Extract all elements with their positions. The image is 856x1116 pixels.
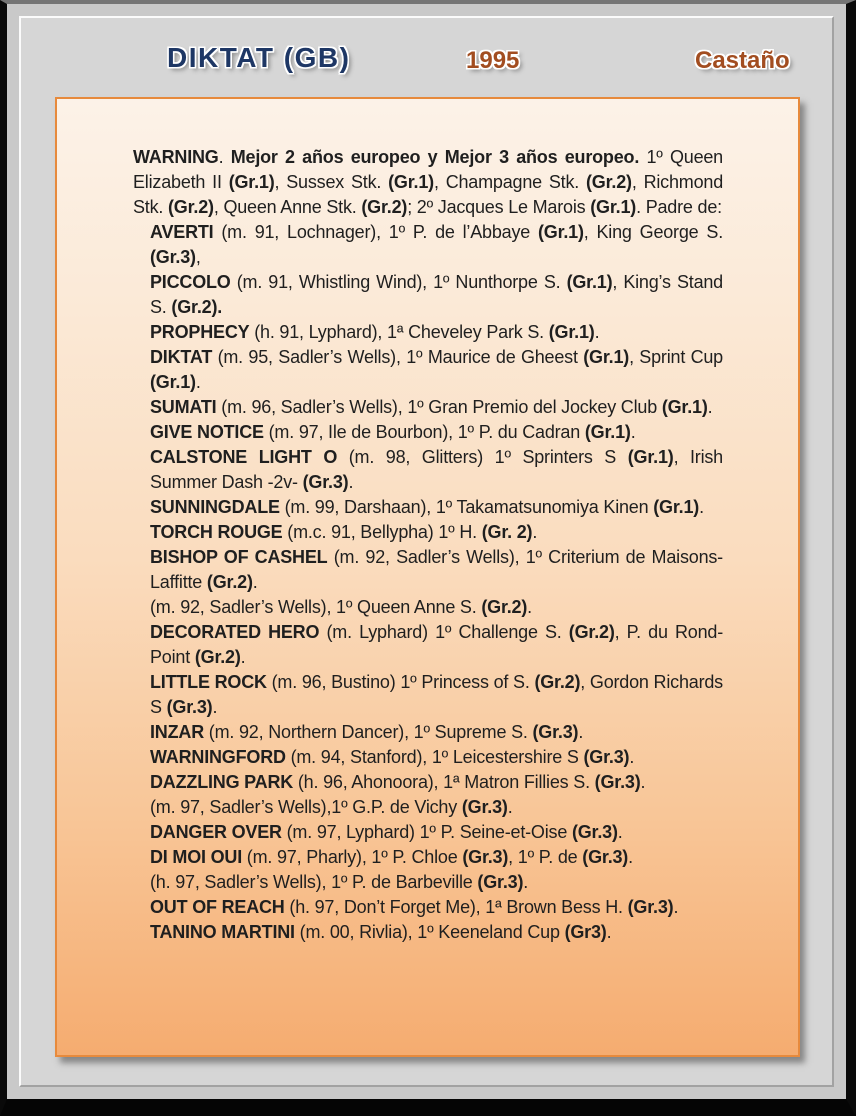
plain-text: . xyxy=(240,647,246,667)
bold-text: TORCH ROUGE xyxy=(150,522,283,542)
pedigree-entry xyxy=(150,595,723,620)
bold-text: (Gr.3) xyxy=(594,772,641,792)
plain-text: , Irish Summer Dash -2v- xyxy=(150,447,723,492)
plain-text: . xyxy=(252,572,258,592)
pedigree-entry xyxy=(150,820,723,845)
plain-text: , King George S. xyxy=(583,222,723,242)
bold-text: TANINO MARTINI xyxy=(150,922,295,942)
bold-text: (Gr.3) xyxy=(166,697,213,717)
pedigree-entry xyxy=(150,745,723,770)
bold-text: GIVE NOTICE xyxy=(150,422,264,442)
bold-text: (Gr.3) xyxy=(627,897,674,917)
bold-text: SUNNINGDALE xyxy=(150,497,280,517)
plain-text: (m. Lyphard) 1º Challenge S. xyxy=(319,622,569,642)
bold-text: (Gr.3) xyxy=(477,872,524,892)
bold-text: (Gr.1) xyxy=(584,422,631,442)
bold-text: DI MOI OUI xyxy=(150,847,242,867)
bold-text: (Gr.2) xyxy=(194,647,241,667)
plain-text: . xyxy=(630,422,636,442)
plain-text: . xyxy=(699,497,704,517)
bold-text: (Gr.3) xyxy=(571,822,618,842)
bold-text: (Gr.1) xyxy=(228,172,275,192)
pedigree-entry xyxy=(150,495,723,520)
bold-text: (Gr.1) xyxy=(661,397,708,417)
plain-text: (m.c. 91, Bellypha) 1º H. xyxy=(282,522,482,542)
plain-text: . xyxy=(594,322,600,342)
plain-text: . xyxy=(532,522,538,542)
horse-name: DIKTAT (GB) xyxy=(167,42,351,73)
bold-text: (Gr3) xyxy=(564,922,607,942)
bold-text: (Gr.3) xyxy=(150,247,196,267)
pedigree-entry xyxy=(150,720,723,745)
bold-text: (Gr.1) xyxy=(548,322,595,342)
pedigree-entry xyxy=(150,420,723,445)
bold-text: PICCOLO xyxy=(150,272,231,292)
pedigree-entry xyxy=(150,520,723,545)
lead-paragraph xyxy=(133,145,723,220)
plain-text: , Sussex Stk. xyxy=(274,172,389,192)
bold-text: WARNINGFORD xyxy=(150,747,286,767)
pedigree-entry xyxy=(150,395,723,420)
bold-text: (Gr.2) xyxy=(206,572,253,592)
bold-text: (Gr.3) xyxy=(462,847,509,867)
bold-text: (Gr.3) xyxy=(583,747,630,767)
bold-text: (Gr.2) xyxy=(168,197,214,217)
plain-text: . xyxy=(527,597,532,617)
plain-text: . xyxy=(640,772,646,792)
plain-text: (m. 94, Stanford), 1º Leicestershire S xyxy=(285,747,584,767)
bold-text: PROPHECY xyxy=(150,322,250,342)
pedigree-entry xyxy=(150,670,723,720)
plain-text: (h. 96, Ahonoora), 1ª Matron Fillies S. xyxy=(293,772,595,792)
plain-text: . xyxy=(507,797,513,817)
plain-text: . xyxy=(628,847,633,867)
plain-text: (h. 97, Sadler’s Wells), 1º P. de Barbeville xyxy=(150,872,478,892)
bold-text: (Gr.1) xyxy=(388,172,434,192)
plain-text: . xyxy=(212,697,218,717)
plain-text: , P. du Rond-Point xyxy=(150,622,723,667)
plain-text: (m. 97, Lyphard) 1º P. Seine-et-Oise xyxy=(281,822,572,842)
bold-text: (Gr.2) xyxy=(361,197,408,217)
plain-text: . xyxy=(578,722,584,742)
bold-text: (Gr.1) xyxy=(583,347,630,367)
plain-text: . xyxy=(673,897,679,917)
plain-text: , Richmond Stk. xyxy=(133,172,724,217)
pedigree-entry xyxy=(150,870,723,895)
pedigree-entry xyxy=(150,270,723,320)
bold-text: WARNING xyxy=(133,147,219,167)
bold-text: (Gr.2) xyxy=(481,597,528,617)
plain-text: 1º Queen Elizabeth II xyxy=(133,147,723,192)
plain-text: (m. 95, Sadler’s Wells), 1º Maurice de Gheest xyxy=(212,347,584,367)
plain-text: (h. 91, Lyphard), 1ª Cheveley Park S. xyxy=(249,322,549,342)
plain-text: , Champagne Stk. xyxy=(433,172,587,192)
plain-text: , Queen Anne Stk. xyxy=(213,197,362,217)
pedigree-entry xyxy=(150,345,723,395)
plain-text: . xyxy=(707,397,713,417)
bold-text: CALSTONE LIGHT O xyxy=(150,447,338,467)
pedigree-entry xyxy=(150,895,723,920)
bold-text: DIKTAT xyxy=(150,347,213,367)
bold-text: INZAR xyxy=(150,722,204,742)
plain-text: (m. 92, Northern Dancer), 1º Supreme S. xyxy=(204,722,533,742)
plain-text: . xyxy=(617,822,623,842)
plain-text: . Padre de: xyxy=(636,197,722,217)
bold-text: SUMATI xyxy=(150,397,217,417)
plain-text: , 1º P. de xyxy=(508,847,583,867)
bold-text: AVERTI xyxy=(150,222,214,242)
plain-text: (m. 92, Sadler’s Wells), 1º Queen Anne S. xyxy=(150,597,482,617)
bold-text: (Gr.3) xyxy=(532,722,579,742)
plain-text: , Sprint Cup xyxy=(629,347,723,367)
bold-text: BISHOP OF CASHEL xyxy=(150,547,328,567)
pedigree-box xyxy=(55,97,800,1057)
plain-text: , Gordon Richards S xyxy=(150,672,723,717)
bold-text: (Gr.3) xyxy=(461,797,508,817)
bold-text: Mejor 2 años europeo y Mejor 3 años europeo. xyxy=(230,147,640,167)
pedigree-entry xyxy=(150,620,723,670)
bold-text: (Gr. 2) xyxy=(481,522,533,542)
birth-year: 1995 xyxy=(466,47,520,74)
bold-text: (Gr.2) xyxy=(534,672,581,692)
plain-text: (m. 98, Glitters) 1º Sprinters S xyxy=(337,447,628,467)
bold-text: (Gr.1) xyxy=(150,372,196,392)
bold-text: (Gr.1) xyxy=(566,272,613,292)
plain-text: ; 2º Jacques Le Marois xyxy=(407,197,591,217)
bold-text: (Gr.3) xyxy=(302,472,349,492)
plain-text: , xyxy=(195,247,201,267)
bold-text: (Gr.1) xyxy=(590,197,637,217)
bold-text: (Gr.2). xyxy=(171,297,223,317)
plain-text: (m. 96, Bustino) 1º Princess of S. xyxy=(266,672,535,692)
bold-text: DANGER OVER xyxy=(150,822,282,842)
bold-text: (Gr.2) xyxy=(568,622,615,642)
plain-text: . xyxy=(629,747,635,767)
bold-text: OUT OF REACH xyxy=(150,897,285,917)
plain-text: (m. 92, Sadler’s Wells), 1º Criterium de Maisons-Laffitte xyxy=(150,547,723,592)
bold-text: DECORATED HERO xyxy=(150,622,320,642)
bold-text: (Gr.1) xyxy=(653,497,700,517)
plain-text: (m. 97, Sadler’s Wells),1º G.P. de Vichy xyxy=(150,797,462,817)
pedigree-body xyxy=(133,145,723,945)
coat-color: Castaño xyxy=(695,47,790,74)
pedigree-entry xyxy=(150,445,723,495)
bold-text: (Gr.2) xyxy=(586,172,632,192)
pedigree-entry xyxy=(150,220,723,270)
pedigree-entry xyxy=(150,920,723,945)
bold-text: LITTLE ROCK xyxy=(150,672,267,692)
plain-text: . xyxy=(606,922,612,942)
bold-text: (Gr.1) xyxy=(537,222,584,242)
plain-text: (m. 97, Ile de Bourbon), 1º P. du Cadran xyxy=(263,422,585,442)
plain-text: (m. 97, Pharly), 1º P. Chloe xyxy=(242,847,463,867)
plain-text: (m. 91, Lochnager), 1º P. de l’Abbaye xyxy=(213,222,538,242)
plain-text: (m. 91, Whistling Wind), 1º Nunthorpe S. xyxy=(230,272,567,292)
plain-text: (m. 00, Rivlia), 1º Keeneland Cup xyxy=(294,922,565,942)
bold-text: DAZZLING PARK xyxy=(150,772,294,792)
plain-text: . xyxy=(195,372,201,392)
pedigree-entry xyxy=(150,845,723,870)
plain-text: . xyxy=(218,147,231,167)
plain-text: (m. 99, Darshaan), 1º Takamatsunomiya Kinen xyxy=(279,497,654,517)
pedigree-entry xyxy=(150,770,723,795)
plain-text: . xyxy=(523,872,529,892)
bold-text: (Gr.1) xyxy=(627,447,674,467)
plain-text: (m. 96, Sadler’s Wells), 1º Gran Premio del Jockey Club xyxy=(216,397,662,417)
bold-text: (Gr.3) xyxy=(582,847,629,867)
plain-text: . xyxy=(348,472,354,492)
plain-text: , King’s Stand S. xyxy=(150,272,723,317)
pedigree-entry xyxy=(150,320,723,345)
pedigree-entry xyxy=(150,545,723,595)
pedigree-entry xyxy=(150,795,723,820)
plain-text: (h. 97, Don’t Forget Me), 1ª Brown Bess H. xyxy=(284,897,628,917)
